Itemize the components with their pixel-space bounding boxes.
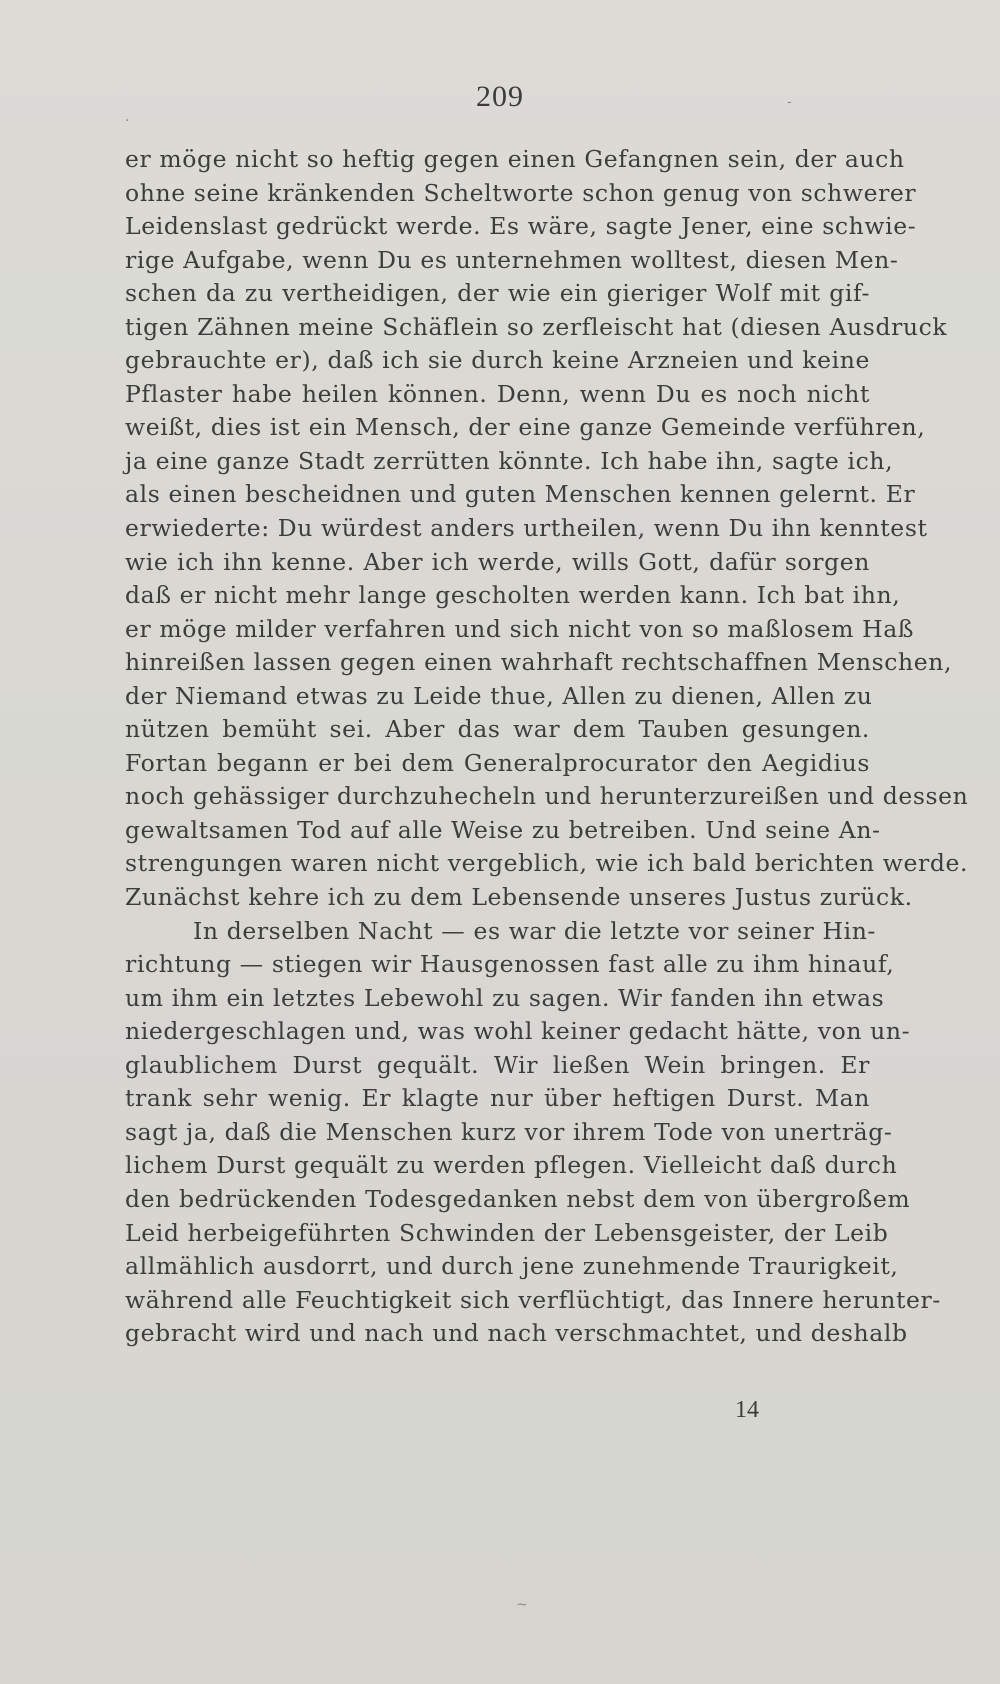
text-line: gebrauchte er), daß ich sie durch keine Arzneien und keine	[125, 346, 870, 375]
text-line: glaublichem Durst gequält. Wir ließen Wein bringen. Er	[125, 1050, 870, 1079]
text-line: gewaltsamen Tod auf alle Weise zu betreiben. Und seine An-	[125, 815, 881, 844]
text-line: Fortan begann er bei dem Generalprocurator den Aegidius	[125, 748, 870, 777]
text-line: gebracht wird und nach und nach verschmachtet, und deshalb	[125, 1319, 908, 1348]
text-line: während alle Feuchtigkeit sich verflüchtigt, das Innere herunter-	[125, 1285, 941, 1314]
text-line: rige Aufgabe, wenn Du es unternehmen wolltest, diesen Men-	[125, 245, 899, 274]
paper-speck: ·	[125, 113, 130, 129]
text-line: ohne seine kränkenden Scheltworte schon genug von schwerer	[125, 178, 917, 207]
text-line: wie ich ihn kenne. Aber ich werde, wills Gott, dafür sorgen	[125, 547, 870, 576]
text-line: schen da zu vertheidigen, der wie ein gieriger Wolf mit gif-	[125, 279, 870, 308]
text-line: allmählich ausdorrt, und durch jene zunehmende Traurigkeit,	[125, 1252, 899, 1281]
paper-speck: -	[787, 94, 792, 110]
text-line: nützen bemüht sei. Aber das war dem Tauben gesungen.	[125, 715, 870, 744]
text-line: sagt ja, daß die Menschen kurz vor ihrem Tode von unerträg-	[125, 1117, 893, 1146]
text-line: niedergeschlagen und, was wohl keiner gedacht hätte, von un-	[125, 1017, 911, 1046]
text-line: noch gehässiger durchzuhecheln und herunterzureißen und dessen	[125, 782, 969, 811]
text-line: der Niemand etwas zu Leide thue, Allen zu dienen, Allen zu	[125, 681, 873, 710]
text-line: hinreißen lassen gegen einen wahrhaft rechtschaffnen Menschen,	[125, 648, 953, 677]
text-line: trank sehr wenig. Er klagte nur über heftigen Durst. Man	[125, 1084, 870, 1113]
text-line: um ihm ein letztes Lebewohl zu sagen. Wir fanden ihn etwas	[125, 983, 885, 1012]
text-line: tigen Zähnen meine Schäflein so zerfleischt hat (diesen Ausdruck	[125, 312, 948, 341]
text-line: erwiederte: Du würdest anders urtheilen, wenn Du ihn kenntest	[125, 514, 928, 543]
text-line: daß er nicht mehr lange gescholten werden kann. Ich bat ihn,	[125, 581, 901, 610]
text-line: Pflaster habe heilen können. Denn, wenn Du es noch nicht	[125, 379, 870, 408]
text-line: Zunächst kehre ich zu dem Lebensende unseres Justus zurück.	[125, 883, 913, 912]
text-line: richtung — stiegen wir Hausgenossen fast alle zu ihm hinauf,	[125, 950, 895, 979]
text-line: als einen bescheidnen und guten Menschen kennen gelernt. Er	[125, 480, 916, 509]
body-text	[125, 143, 969, 1351]
text-line: Leidenslast gedrückt werde. Es wäre, sagte Jener, eine schwie-	[125, 212, 917, 241]
text-line: weißt, dies ist ein Mensch, der eine ganze Gemeinde verführen,	[125, 413, 926, 442]
sheet-signature: 14	[735, 1397, 759, 1423]
text-line: er möge milder verfahren und sich nicht von so maßlosem Haß	[125, 614, 915, 643]
text-line: In derselben Nacht — es war die letzte vor seiner Hin-	[193, 916, 876, 945]
text-line: strengungen waren nicht vergeblich, wie ich bald berichten werde.	[125, 849, 969, 878]
text-line: Leid herbeigeführten Schwinden der Lebensgeister, der Leib	[125, 1218, 889, 1247]
text-line: lichem Durst gequält zu werden pflegen. Vielleicht daß durch	[125, 1151, 898, 1180]
text-line: ja eine ganze Stadt zerrütten könnte. Ich habe ihn, sagte ich,	[125, 446, 894, 475]
page-number: 209	[476, 80, 524, 113]
paper-speck: ~	[516, 1597, 528, 1613]
text-line: er möge nicht so heftig gegen einen Gefangnen sein, der auch	[125, 145, 905, 173]
text-line: den bedrückenden Todesgedanken nebst dem von übergroßem	[125, 1184, 911, 1213]
